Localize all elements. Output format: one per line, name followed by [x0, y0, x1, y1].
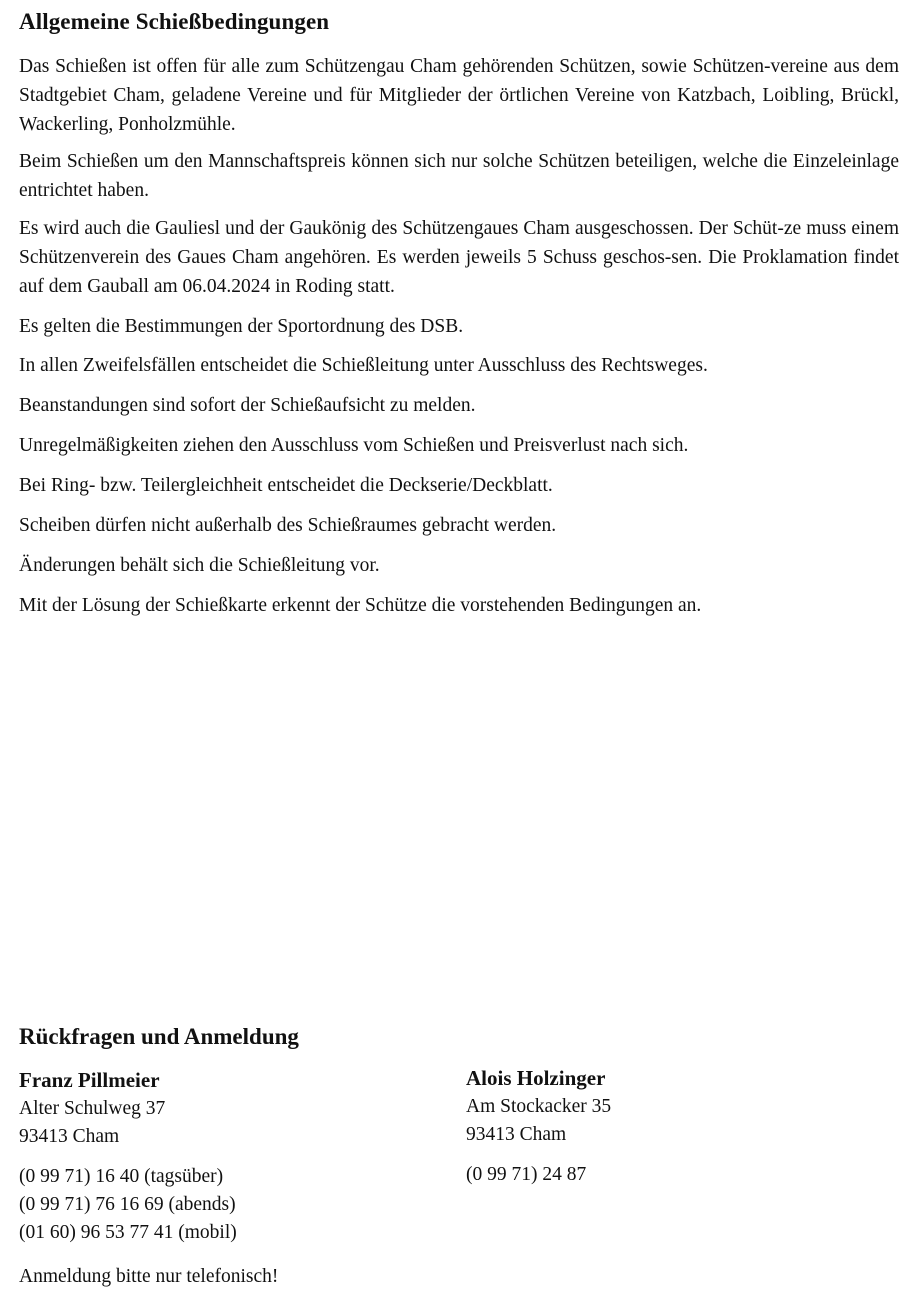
contact-left-city: 93413 Cham: [19, 1126, 120, 1147]
rule-scheiben: Scheiben dürfen nicht außerhalb des Schießraumes gebracht werden.: [19, 515, 557, 536]
rule-schiesskarte: Mit der Lösung der Schießkarte erkennt der Schütze die vorstehenden Bedingungen an.: [19, 595, 702, 616]
contact-left-phone-evening: (0 99 71) 76 16 69 (abends): [19, 1194, 236, 1215]
conditions-heading: Allgemeine Schießbedingungen: [19, 9, 330, 34]
contact-right-city: 93413 Cham: [466, 1124, 567, 1145]
rule-beanstandungen: Beanstandungen sind sofort der Schießaufsicht zu melden.: [19, 395, 476, 416]
rule-unregelmaessigkeiten: Unregelmäßigkeiten ziehen den Ausschluss vom Schießen und Preisverlust nach sich.: [19, 435, 689, 456]
contact-left: [19, 1066, 237, 1247]
registration-note: Anmeldung bitte nur telefonisch!: [19, 1266, 279, 1287]
contact-left-phone-mobile: (01 60) 96 53 77 41 (mobil): [19, 1222, 237, 1243]
rule-aenderungen: Änderungen behält sich die Schießleitung vor.: [19, 555, 380, 576]
contact-left-phone-day: (0 99 71) 16 40 (tagsüber): [19, 1166, 224, 1187]
contact-right-phone: (0 99 71) 24 87: [466, 1164, 587, 1185]
contact-right-name: Alois Holzinger: [466, 1066, 606, 1090]
rule-teilergleichheit: Bei Ring- bzw. Teilergleichheit entscheidet die Deckserie/Deckblatt.: [19, 475, 553, 496]
contact-left-name: Franz Pillmeier: [19, 1068, 160, 1092]
contact-heading: Rückfragen und Anmeldung: [19, 1024, 299, 1049]
paragraph-team-prize: Beim Schießen um den Mannschaftspreis können sich nur solche Schützen beteiligen, welche die Einzeleinlage entrichtet haben.: [19, 151, 899, 201]
contact-left-street: Alter Schulweg 37: [19, 1098, 166, 1119]
rule-sportordnung: Es gelten die Bestimmungen der Sportordnung des DSB.: [19, 316, 464, 337]
paragraph-eligibility: Das Schießen ist offen für alle zum Schützengau Cham gehörenden Schützen, sowie Schützen-vereine aus dem Stadtgebiet Cham, geladene Vereine und für Mitglieder der örtlichen Vereine von Katzbach, Loibling, Brückl, Wackerling, Ponholzmühle.: [19, 56, 899, 135]
paragraph-gauliesl-gaukoenig: Es wird auch die Gauliesl und der Gaukönig des Schützengaues Cham ausgeschossen. Der Schüt-ze muss einem Schützenverein des Gaues Cham angehören. Es werden jeweils 5 Schuss geschos-sen. Die Proklamation findet auf dem Gauball am 06.04.2024 in Roding statt.: [19, 218, 899, 297]
rule-zweifelsfaelle: In allen Zweifelsfällen entscheidet die Schießleitung unter Ausschluss des Rechtsweges.: [19, 355, 708, 376]
contact-right: [466, 1064, 611, 1189]
contact-right-street: Am Stockacker 35: [466, 1096, 612, 1117]
